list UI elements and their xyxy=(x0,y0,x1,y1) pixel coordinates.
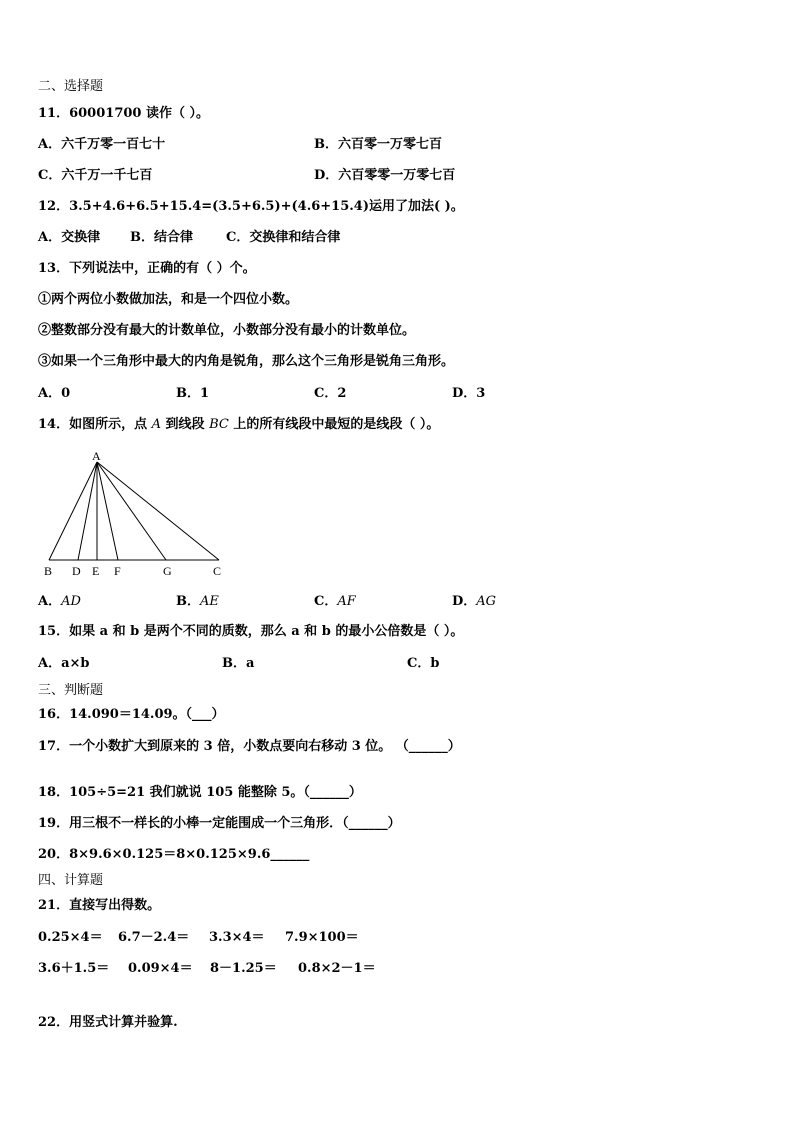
label-a: A xyxy=(92,449,101,463)
q13-option-b: B．1 xyxy=(176,386,210,401)
segment-ad xyxy=(78,462,97,560)
question-12-stem: 12．3.5+4.6+6.5+15.4=(3.5+6.5)+(4.6+15.4)运用了加法( )。 xyxy=(38,199,464,214)
label-f: F xyxy=(114,564,121,578)
label-g: G xyxy=(163,564,172,578)
question-17: 17．一个小数扩大到原来的 3 倍，小数点要向右移动 3 位。 （______） xyxy=(38,739,461,754)
label-b: B xyxy=(44,564,53,578)
q14-option-a: A．AD xyxy=(38,594,81,609)
question-14-stem xyxy=(38,417,439,433)
q14-var-bc: BC xyxy=(209,417,229,432)
q14-option-d: D．AG xyxy=(452,594,497,609)
q13-option-c: C．2 xyxy=(314,386,347,401)
calc-item: 0.25×4＝ xyxy=(38,930,103,945)
section-title-choice: 二、选择题 xyxy=(38,79,104,94)
section-title-calc: 四、计算题 xyxy=(38,873,104,888)
question-20: 20．8×9.6×0.125＝8×0.125×9.6______ xyxy=(38,847,310,862)
q14-stem-pre: 14．如图所示，点 xyxy=(38,417,152,432)
label-d: D xyxy=(72,564,81,578)
q11-option-c: C．六千万一千七百 xyxy=(38,168,153,183)
triangle-figure xyxy=(30,444,240,582)
q15-option-a: A．a×b xyxy=(38,656,90,671)
calc-item: 3.6＋1.5＝ xyxy=(38,961,110,976)
question-16: 16．14.090＝14.09。（___） xyxy=(38,707,225,722)
calc-item: 3.3×4＝ xyxy=(209,930,265,945)
segment-ab xyxy=(49,462,97,560)
q14-stem-mid: 到线段 xyxy=(161,417,210,432)
q14-stem-post: 上的所有线段中最短的是线段（ ）。 xyxy=(228,417,440,432)
q14-var-a: A xyxy=(151,417,162,432)
section-title-judge: 三、判断题 xyxy=(38,683,104,698)
label-c: C xyxy=(213,564,222,578)
question-21-stem: 21．直接写出得数。 xyxy=(38,898,161,913)
q11-option-b: B．六百零一万零七百 xyxy=(314,137,442,152)
calc-item: 0.09×4＝ xyxy=(128,961,193,976)
label-e: E xyxy=(92,564,100,578)
q11-option-d: D．六百零零一万零七百 xyxy=(314,168,456,183)
q15-option-c: C．b xyxy=(407,656,440,671)
question-15-stem: 15．如果 a 和 b 是两个不同的质数，那么 a 和 b 的最小公倍数是（ ）。 xyxy=(38,624,464,639)
q14-option-c: C．AF xyxy=(314,594,356,609)
q14-option-b: B．AE xyxy=(176,594,219,609)
calc-item: 8－1.25＝ xyxy=(210,961,277,976)
question-18: 18．105÷5=21 我们就说 105 能整除 5。（______） xyxy=(38,785,362,800)
q12-option-c: C．交换律和结合律 xyxy=(226,230,341,245)
q13-option-d: D．3 xyxy=(452,386,486,401)
q15-option-b: B．a xyxy=(222,656,255,671)
q13-statement-1: ①两个两位小数做加法，和是一个四位小数。 xyxy=(38,292,299,307)
q13-statement-2: ②整数部分没有最大的计数单位，小数部分没有最小的计数单位。 xyxy=(38,323,416,338)
q11-option-a: A．六千万零一百七十 xyxy=(38,137,166,152)
q13-statement-3: ③如果一个三角形中最大的内角是锐角，那么这个三角形是锐角三角形。 xyxy=(38,354,455,369)
q12-option-a: A．交换律 xyxy=(38,230,101,245)
calc-item: 0.8×2－1＝ xyxy=(298,961,376,976)
q12-option-b: B．结合律 xyxy=(130,230,193,245)
question-13-stem: 13．下列说法中，正确的有（ ）个。 xyxy=(38,261,256,276)
question-11-stem: 11．60001700 读作（ ）。 xyxy=(38,106,210,121)
question-22-stem: 22．用竖式计算并验算. xyxy=(38,1015,178,1030)
calc-item: 6.7－2.4＝ xyxy=(118,930,190,945)
calc-item: 7.9×100＝ xyxy=(285,930,359,945)
q13-option-a: A．0 xyxy=(38,386,71,401)
question-19: 19．用三根不一样长的小棒一定能围成一个三角形．（______） xyxy=(38,816,401,831)
